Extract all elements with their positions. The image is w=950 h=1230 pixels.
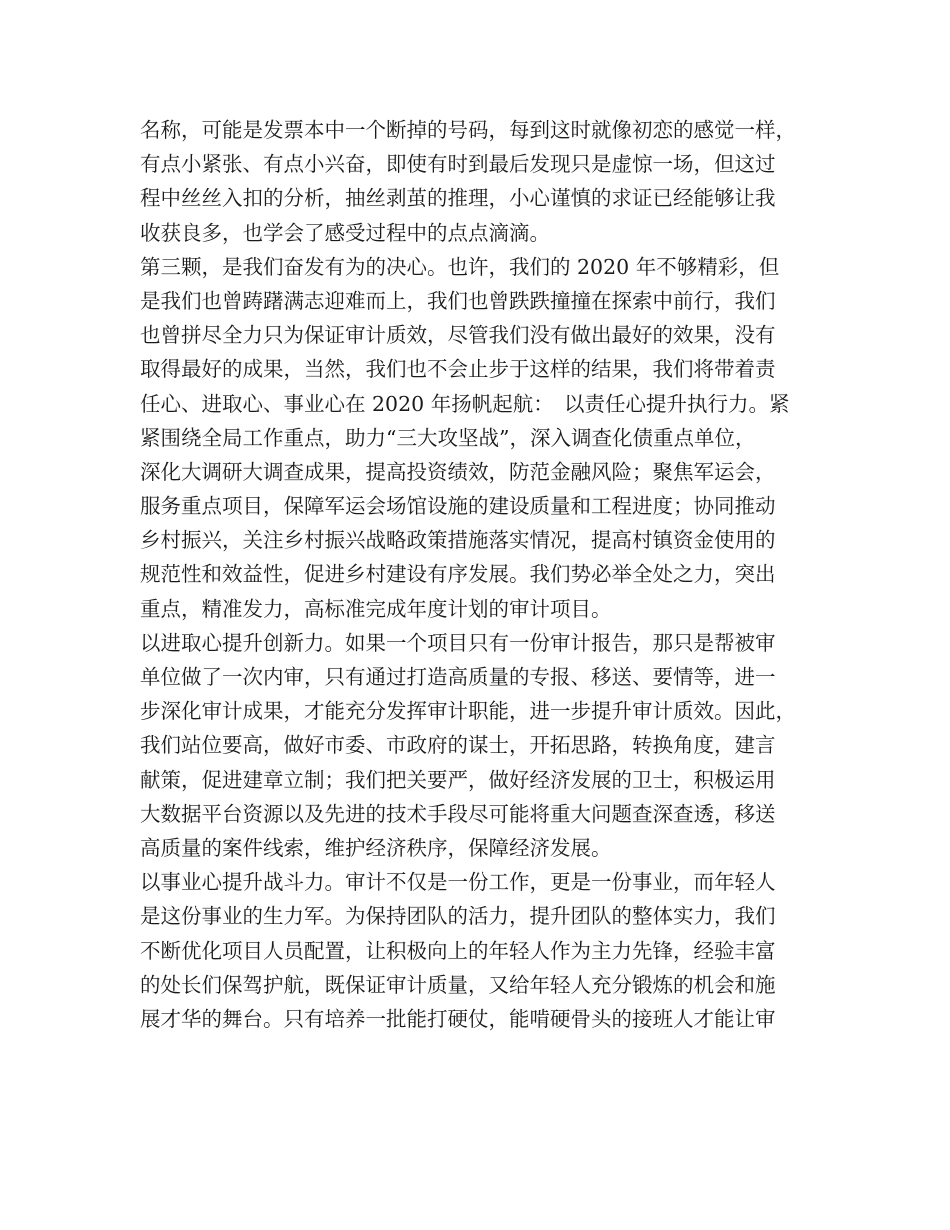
text-line: 程中丝丝入扣的分析，抽丝剥茧的推理，小心谨慎的求证已经能够让我 — [140, 186, 776, 211]
text-line: 以事业心提升战斗力。审计不仅是一份工作，更是一份事业，而年轻人 — [140, 870, 776, 895]
text-line: 紧围绕全局工作重点，助力“三大攻坚战”，深入调查化债重点单位， — [140, 425, 756, 450]
body-text — [140, 113, 830, 1036]
text-line: 名称，可能是发票本中一个断掉的号码，每到这时就像初恋的感觉一样， — [140, 118, 796, 142]
text-line: 任心、进取心、事业心在 2020 年扬帆起航： 以责任心提升执行力。紧 — [140, 391, 790, 416]
text-line: 第三颗，是我们奋发有为的决心。也许，我们的 2020 年不够精彩，但 — [140, 254, 780, 279]
text-line: 收获良多，也学会了感受过程中的点点滴滴。 — [140, 220, 550, 245]
text-line: 以进取心提升创新力。如果一个项目只有一份审计报告，那只是帮被审 — [140, 630, 776, 655]
text-line: 不断优化项目人员配置，让积极向上的年轻人作为主力先锋，经验丰富 — [140, 938, 776, 963]
text-line: 我们站位要高，做好市委、市政府的谋士，开拓思路，转换角度，建言 — [140, 733, 776, 758]
text-line: 是这份事业的生力军。为保持团队的活力，提升团队的整体实力，我们 — [140, 904, 776, 929]
text-line: 有点小紧张、有点小兴奋，即使有时到最后发现只是虚惊一场，但这过 — [140, 152, 776, 177]
text-line: 展才华的舞台。只有培养一批能打硬仗，能啃硬骨头的接班人才能让审 — [140, 1006, 776, 1031]
text-line: 的处长们保驾护航，既保证审计质量，又给年轻人充分锻炼的机会和施 — [140, 972, 776, 997]
text-line: 步深化审计成果，才能充分发挥审计职能，进一步提升审计质效。因此， — [140, 699, 796, 724]
text-line: 乡村振兴，关注乡村振兴战略政策措施落实情况，提高村镇资金使用的 — [140, 528, 776, 553]
text-line: 大数据平台资源以及先进的技术手段尽可能将重大问题查深查透，移送 — [140, 801, 776, 826]
text-line: 高质量的案件线索，维护经济秩序，保障经济发展。 — [140, 835, 612, 860]
text-line: 献策，促进建章立制；我们把关要严，做好经济发展的卫士，积极运用 — [140, 767, 776, 792]
text-line: 也曾拼尽全力只为保证审计质效，尽管我们没有做出最好的效果，没有 — [140, 323, 776, 348]
text-line: 服务重点项目，保障军运会场馆设施的建设质量和工程进度；协同推动 — [140, 494, 776, 519]
text-line: 单位做了一次内审，只有通过打造高质量的专报、移送、要情等，进一 — [140, 665, 776, 689]
text-line: 是我们也曾踌躇满志迎难而上，我们也曾跌跌撞撞在探索中前行，我们 — [140, 288, 776, 313]
text-line: 重点，精准发力，高标准完成年度计划的审计项目。 — [140, 596, 612, 621]
text-line: 深化大调研大调查成果，提高投资绩效，防范金融风险；聚焦军运会， — [140, 459, 776, 484]
text-line: 取得最好的成果，当然，我们也不会止步于这样的结果，我们将带着责 — [140, 357, 776, 382]
text-line: 规范性和效益性，促进乡村建设有序发展。我们势必举全处之力，突出 — [140, 562, 776, 587]
